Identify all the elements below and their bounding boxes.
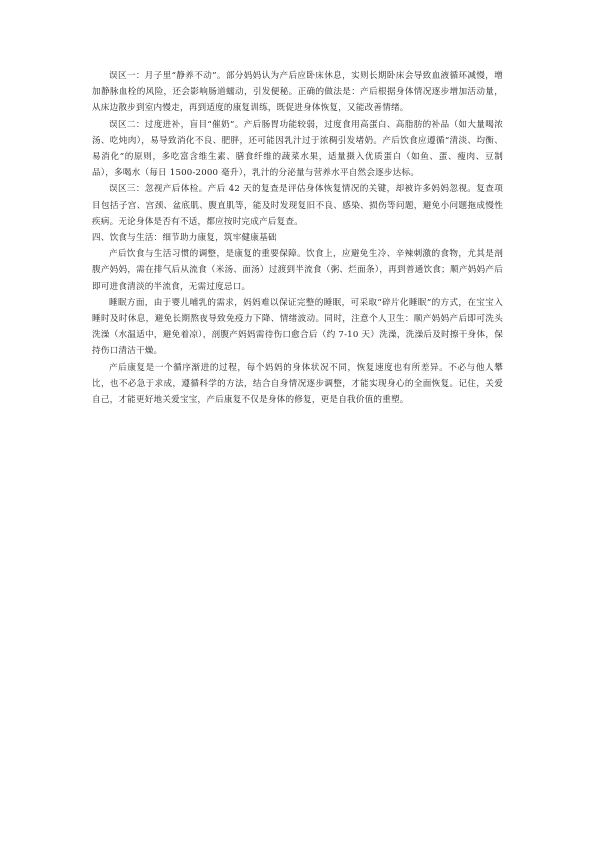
paragraph-diet: 产后饮食与生活习惯的调整，是康复的重要保障。饮食上，应避免生冷、辛辣刺激的食物，尤其是剖腹产妈妈，需在排气后从流食（米汤、面汤）过渡到半流食（粥、烂面条），再到普通饮食；顺产妈妈产后即可进食清淡的半流食，无需过度忌口。 <box>92 249 503 292</box>
paragraph-misconception-1: 误区一：月子里“静养不动”。部分妈妈认为产后应卧床休息，实则长期卧床会导致血液循环减慢，增加静脉血栓的风险，还会影响肠道蠕动，引发便秘。正确的做法是：产后根据身体情况逐步增加活动量，从床边散步到室内慢走，再到适度的康复训练，既促进身体恢复，又能改善情绪。 <box>92 71 503 114</box>
section-heading: 四、饮食与生活：细节助力康复，筑牢健康基础 <box>92 233 277 244</box>
paragraph-conclusion: 产后康复是一个循序渐进的过程，每个妈妈的身体状况不同，恢复速度也有所差异。不必与他人攀比，也不必急于求成，遵循科学的方法，结合自身情况逐步调整，才能实现身心的全面恢复。记住，关爱自己，才能更好地关爱宝宝，产后康复不仅是身体的修复，更是自我价值的重塑。 <box>92 362 503 406</box>
paragraph-sleep-hygiene: 睡眠方面，由于婴儿哺乳的需求，妈妈难以保证完整的睡眠，可采取“碎片化睡眠”的方式，在宝宝入睡时及时休息，避免长期熬夜导致免疫力下降、情绪波动。同时，注意个人卫生：顺产妈妈产后即可洗头洗澡（水温适中，避免着凉），剖腹产妈妈需待伤口愈合后（约 7-10 天）洗澡，洗澡后及时擦干身体，保持伤口清洁干燥。 <box>92 297 503 357</box>
paragraph-misconception-3: 误区三：忽视产后体检。产后 42 天的复查是评估身体恢复情况的关键，却被许多妈妈忽视。复查项目包括子宫、宫颈、盆底肌、腹直肌等，能及时发现复旧不良、感染、损伤等问题，避免小问题拖成慢性疾病。无论身体是否有不适，都应按时完成产后复查。 <box>92 184 503 227</box>
paragraph-misconception-2: 误区二：过度进补，盲目“催奶”。产后肠胃功能较弱，过度食用高蛋白、高脂肪的补品（如大量喝浓汤、吃炖肉），易导致消化不良、肥胖，还可能因乳汁过于浓稠引发堵奶。产后饮食应遵循“清淡、均衡、易消化”的原则，多吃富含维生素、膳食纤维的蔬菜水果，适量摄入优质蛋白（如鱼、蛋、瘦肉、豆制品），多喝水（每日 1500-2000 毫升），乳汁的分泌量与营养水平自然会逐步达标。 <box>92 119 503 179</box>
